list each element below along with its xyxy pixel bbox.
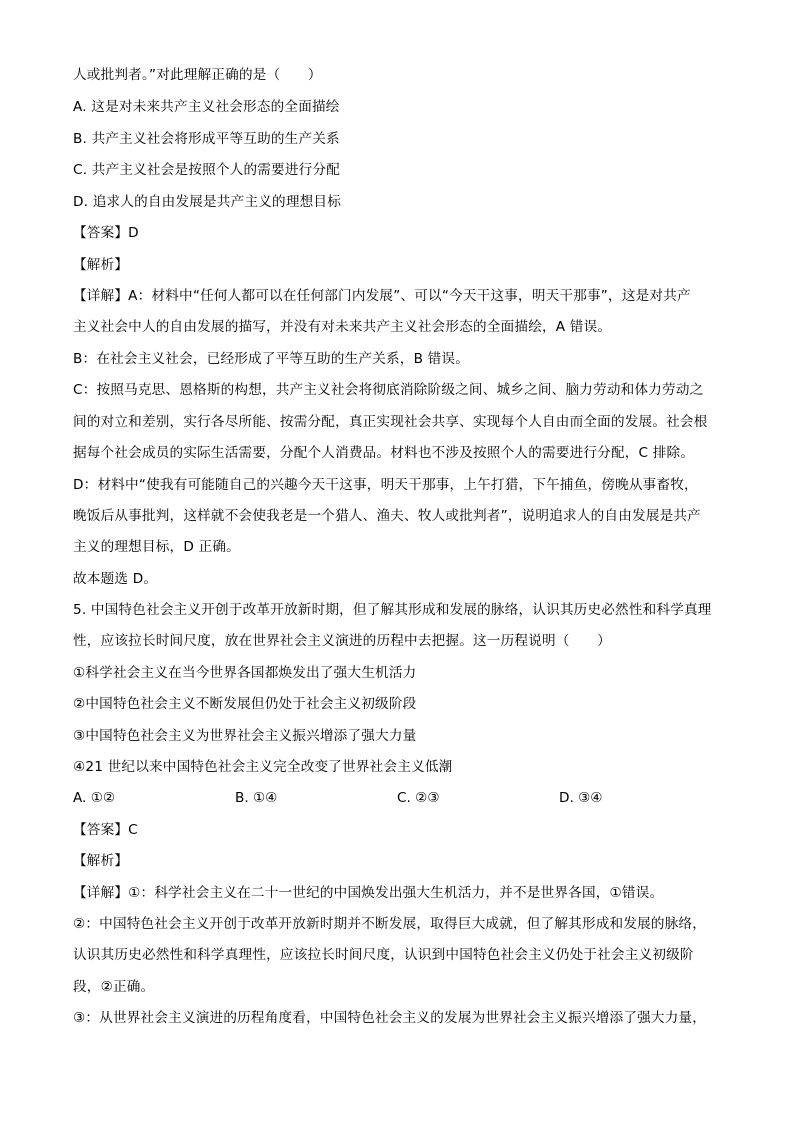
q5-detail-line: 【详解】①：科学社会主义在二十一世纪的中国焕发出强大生机活力，并不是世界各国，①错误。	[73, 885, 664, 901]
q5-statement-2: ②中国特色社会主义不断发展但仍处于社会主义初级阶段	[73, 696, 417, 712]
q4-detail-line: 主义的理想目标，D 正确。	[73, 539, 240, 555]
q4-detail-line: 据每个社会成员的实际生活需要，分配个人消费品。材料也不涉及按照个人的需要进行分配，C 排除。	[73, 445, 695, 461]
q4-option-c: C. 共产主义社会是按照个人的需要进行分配	[73, 162, 341, 178]
q4-stem-tail: 人或批判者。”对此理解正确的是（ ）	[73, 67, 322, 83]
q5-stem-line: 5. 中国特色社会主义开创于改革开放新时期，但了解其形成和发展的脉络，认识其历史必然性和科学真理	[73, 602, 712, 618]
q4-detail-line: C：按照马克思、恩格斯的构想，共产主义社会将彻底消除阶级之间、城乡之间、脑力劳动和体力劳动之	[73, 382, 704, 398]
q5-statement-1: ①科学社会主义在当今世界各国都焕发出了强大生机活力	[73, 665, 417, 681]
q4-option-d: D. 追求人的自由发展是共产主义的理想目标	[73, 194, 341, 210]
q5-choice-d: D. ③④	[559, 790, 603, 806]
q5-detail-line: 认识其历史必然性和科学真理性，应该拉长时间尺度，认识到中国特色社会主义仍处于社会主义初级阶	[73, 947, 694, 963]
q4-option-a: A. 这是对未来共产主义社会形态的全面描绘	[73, 99, 340, 115]
q5-answer: 【答案】C	[73, 822, 138, 838]
q4-analysis-label: 【解析】	[73, 257, 129, 273]
q5-detail-line: ③：从世界社会主义演进的历程角度看，中国特色社会主义的发展为世界社会主义振兴增添了强大力量，	[73, 1010, 707, 1026]
q4-answer: 【答案】D	[73, 225, 139, 241]
q4-detail-line: D：材料中“使我有可能随自己的兴趣今天干这事，明天干那事，上午打猎，下午捕鱼，傍晚从事畜牧，	[73, 477, 698, 493]
q5-statement-4: ④21 世纪以来中国特色社会主义完全改变了世界社会主义低潮	[73, 759, 453, 775]
q5-statement-3: ③中国特色社会主义为世界社会主义振兴增添了强大力量	[73, 728, 417, 744]
q5-detail-line: 段，②正确。	[73, 979, 155, 995]
q5-stem-line: 性，应该拉长时间尺度，放在世界社会主义演进的历程中去把握。这一历程说明（ ）	[73, 633, 611, 649]
q4-option-b: B. 共产主义社会将形成平等互助的生产关系	[73, 131, 340, 147]
q5-choice-a: A. ①②	[73, 790, 116, 806]
q4-detail-line: 晚饭后从事批判，这样就不会使我老是一个猎人、渔夫、牧人或批判者”，说明追求人的自由发展是共产	[73, 508, 701, 524]
q4-detail-line: B：在社会主义社会，已经形成了平等互助的生产关系，B 错误。	[73, 351, 470, 367]
q5-detail-line: ②：中国特色社会主义开创于改革开放新时期并不断发展，取得巨大成就，但了解其形成和发展的脉络，	[73, 916, 707, 932]
q4-detail-line: 主义社会中人的自由发展的描写，并没有对未来共产主义社会形态的全面描绘，A 错误。	[73, 319, 612, 335]
q5-choice-b: B. ①④	[235, 790, 278, 806]
q4-conclusion: 故本题选 D。	[73, 571, 158, 587]
q5-choice-c: C. ②③	[397, 790, 440, 806]
q4-detail-line: 【详解】A：材料中“任何人都可以在任何部门内发展”、可以“今天干这事，明天干那事”，这是对共产	[73, 288, 691, 304]
q4-detail-line: 间的对立和差别，实行各尽所能、按需分配，真正实现社会共享、实现每个人自由而全面的发展。社会根	[73, 414, 708, 430]
q5-analysis-label: 【解析】	[73, 853, 129, 869]
